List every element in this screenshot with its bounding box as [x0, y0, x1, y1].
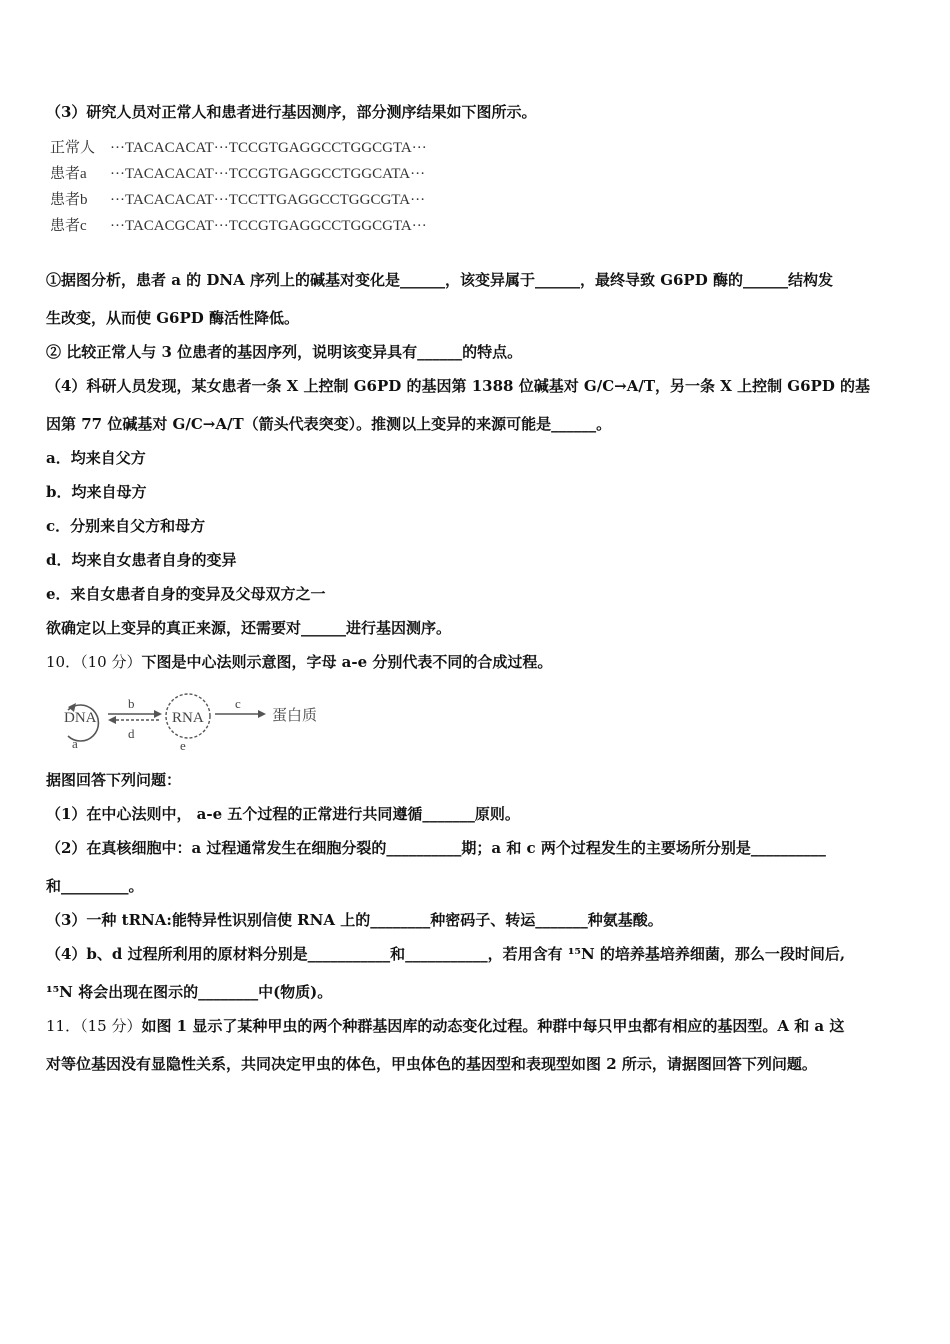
sequence-value: ···TACACACAT···TCCGTGAGGCCTGGCGTA··· [110, 140, 427, 156]
sequence-label: 患者b [50, 192, 88, 208]
sequence-row [50, 162, 425, 183]
q10-answer-intro: 据图回答下列问题： [46, 771, 182, 789]
sequence-label: 患者a [50, 166, 87, 182]
q4-line2: 因第 77 位碱基对 G/C→A/T（箭头代表突变）。推测以上变异的来源可能是______。 [46, 415, 612, 433]
dna-label: DNA [64, 710, 97, 726]
question-stem: 下图是中心法则示意图，字母 a-e 分别代表不同的合成过程。 [141, 653, 553, 671]
sequence-row [50, 214, 427, 235]
question-score: （10 分） [80, 653, 142, 671]
q10-sub4-line2: ¹⁵N 将会出现在图示的________中(物质)。 [46, 983, 333, 1001]
sequence-value: ···TACACACAT···TCCGTGAGGCCTGGCATA··· [110, 166, 426, 182]
q4-option-c: c．分别来自父方和母方 [46, 517, 206, 535]
label-b: b [128, 696, 135, 711]
question-score: （15 分） [80, 1017, 142, 1035]
transcription-arrowhead [154, 710, 162, 718]
question-number: 11． [46, 1017, 81, 1035]
q10-sub2-line2: 和_________。 [46, 877, 144, 895]
sequence-row [50, 136, 427, 157]
q4-line1: （4）科研人员发现，某女患者一条 X 上控制 G6PD 的基因第 1388 位碱基对 G/C→A/T，另一条 X 上控制 G6PD 的基 [46, 377, 871, 395]
question-stem: 如图 1 显示了某种甲虫的两个种群基因库的动态变化过程。种群中每只甲虫都有相应的基因型。A 和 a 这 [141, 1017, 845, 1035]
q3-part1-line1: ①据图分析，患者 a 的 DNA 序列上的碱基对变化是______，该变异属于______，最终导致 G6PD 酶的______结构发 [46, 271, 833, 289]
q10-stem [46, 652, 552, 672]
q3-part2: ② 比较正常人与 3 位患者的基因序列，说明该变异具有______的特点。 [46, 343, 523, 361]
sequence-value: ···TACACACAT···TCCTTGAGGCCTGGCGTA··· [110, 192, 426, 208]
sequence-label: 正常人 [50, 140, 96, 156]
rna-label: RNA [172, 710, 204, 726]
label-a: a [72, 736, 78, 751]
central-dogma-diagram [50, 688, 340, 752]
label-d: d [128, 726, 135, 741]
q10-sub4-line1: （4）b、d 过程所利用的原材料分别是___________和___________，若用含有 ¹⁵N 的培养基培养细菌，那么一段时间后, [46, 945, 846, 963]
q4-option-e: e．来自女患者自身的变异及父母双方之一 [46, 585, 326, 603]
q4-option-a: a．均来自父方 [46, 449, 146, 467]
sequence-label: 患者c [50, 218, 87, 234]
q3-intro: （3）研究人员对正常人和患者进行基因测序，部分测序结果如下图所示。 [46, 103, 537, 121]
q3-part1-line2: 生改变，从而使 G6PD 酶活性降低。 [46, 309, 299, 327]
q10-sub3: （3）一种 tRNA:能特异性识别信使 RNA 上的________种密码子、转运_______种氨基酸。 [46, 911, 663, 929]
q10-sub1: （1）在中心法则中， a-e 五个过程的正常进行共同遵循_______原则。 [46, 805, 520, 823]
q11-line1 [46, 1016, 844, 1036]
label-c: c [235, 696, 241, 711]
q11-line2: 对等位基因没有显隐性关系，共同决定甲虫的体色，甲虫体色的基因型和表现型如图 2 所示，请据图回答下列问题。 [46, 1055, 817, 1073]
label-e: e [180, 738, 186, 752]
protein-label: 蛋白质 [272, 708, 318, 724]
translation-arrowhead [258, 710, 266, 718]
q4-option-d: d．均来自女患者自身的变异 [46, 551, 237, 569]
q4-option-b: b．均来自母方 [46, 483, 147, 501]
sequence-value: ···TACACGCAT···TCCGTGAGGCCTGGCGTA··· [110, 218, 427, 234]
q10-sub2-line1: （2）在真核细胞中：a 过程通常发生在细胞分裂的__________期；a 和 c 两个过程发生的主要场所分别是__________ [46, 839, 826, 857]
q4-final: 欲确定以上变异的真正来源，还需要对______进行基因测序。 [46, 619, 452, 637]
reverse-transcription-arrowhead [108, 716, 116, 724]
sequence-row [50, 188, 425, 209]
question-number: 10． [46, 653, 81, 671]
